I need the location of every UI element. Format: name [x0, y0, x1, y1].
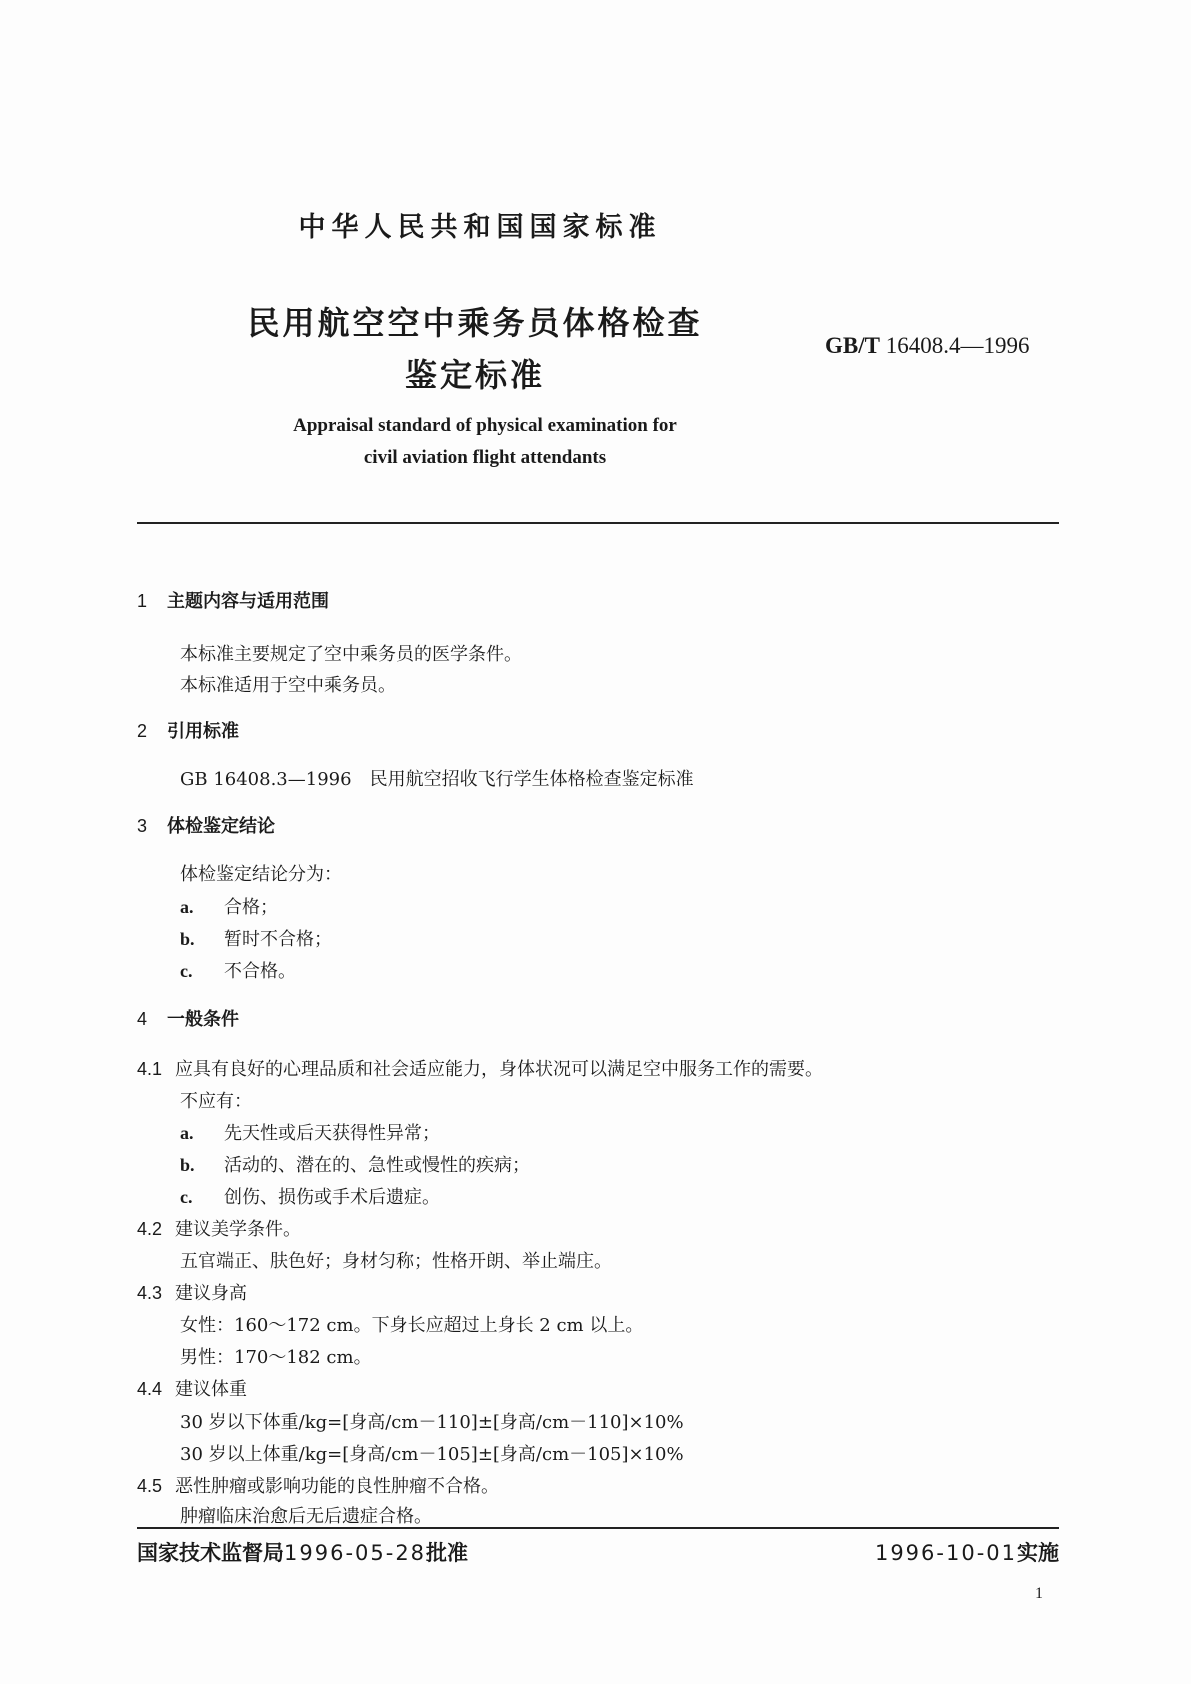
issuing-authority: 国家技术监督局 — [137, 1541, 284, 1565]
list-item: a. 先天性或后天获得性异常； — [180, 1123, 440, 1144]
title-en-line1: Appraisal standard of physical examination for — [293, 415, 677, 436]
section-number: 1 — [137, 591, 148, 611]
clause-4-5: 4.5 恶性肿瘤或影响功能的良性肿瘤不合格。 — [137, 1476, 499, 1497]
effective-info — [875, 1537, 1059, 1567]
list-item: b. 活动的、潜在的、急性或慢性的疾病； — [180, 1155, 530, 1176]
paragraph: 本标准适用于空中乘务员。 — [180, 675, 396, 696]
implement-label: 实施 — [1017, 1541, 1059, 1565]
section-2-heading — [137, 717, 239, 743]
section-number: 4 — [137, 1009, 148, 1029]
section-title: 体检鉴定结论 — [167, 816, 275, 837]
footer-divider — [137, 1527, 1059, 1529]
list-item: c. 不合格。 — [180, 961, 296, 982]
header-divider — [137, 522, 1059, 524]
paragraph: 不应有： — [180, 1091, 252, 1112]
page-number: 1 — [1035, 1585, 1043, 1602]
section-title: 一般条件 — [167, 1009, 239, 1030]
section-1-heading — [137, 587, 329, 613]
paragraph: 本标准主要规定了空中乘务员的医学条件。 — [180, 644, 522, 665]
standard-code — [825, 333, 1029, 359]
national-standard-heading: 中华人民共和国国家标准 — [298, 212, 662, 243]
standard-code-number: 16408.4—1996 — [885, 333, 1030, 358]
section-title: 主题内容与适用范围 — [167, 591, 329, 612]
section-number: 3 — [137, 816, 148, 836]
paragraph: 五官端正、肤色好；身材匀称；性格开朗、举止端庄。 — [180, 1251, 612, 1272]
paragraph: 体检鉴定结论分为： — [180, 864, 342, 885]
paragraph: 肿瘤临床治愈后无后遗症合格。 — [180, 1506, 432, 1527]
section-title: 引用标准 — [167, 721, 239, 742]
list-item: b. 暂时不合格； — [180, 929, 332, 950]
issue-info — [137, 1537, 468, 1567]
title-cn-line2: 鉴定标准 — [404, 356, 545, 394]
clause-4-3: 4.3 建议身高 — [137, 1283, 247, 1304]
section-number: 2 — [137, 721, 148, 741]
paragraph: 女性：160～172 cm。下身长应超过上身长 2 cm 以上。 — [180, 1315, 644, 1336]
clause-4-2: 4.2 建议美学条件。 — [137, 1219, 301, 1240]
section-3-heading — [137, 812, 275, 838]
paragraph: 男性：170～182 cm。 — [180, 1347, 372, 1368]
issue-date: 1996-05-28 — [284, 1541, 427, 1565]
clause-4-1: 4.1 应具有良好的心理品质和社会适应能力，身体状况可以满足空中服务工作的需要。 — [137, 1059, 823, 1080]
list-item: a. 合格； — [180, 897, 278, 918]
formula: 30 岁以下体重/kg=[身高/cm－110]±[身高/cm－110]×10% — [180, 1412, 684, 1433]
list-item: c. 创伤、损伤或手术后遗症。 — [180, 1187, 440, 1208]
clause-4-4: 4.4 建议体重 — [137, 1379, 247, 1400]
title-cn-line1: 民用航空空中乘务员体格检查 — [247, 304, 703, 342]
reference-standard: GB 16408.3—1996 民用航空招收飞行学生体格检查鉴定标准 — [180, 769, 694, 790]
title-en-line2: civil aviation flight attendants — [363, 447, 607, 468]
standard-code-prefix: GB/T — [825, 333, 880, 358]
section-4-heading — [137, 1005, 239, 1031]
effective-date: 1996-10-01 — [874, 1541, 1017, 1565]
approve-label: 批准 — [426, 1541, 469, 1565]
formula: 30 岁以上体重/kg=[身高/cm－105]±[身高/cm－105]×10% — [180, 1444, 684, 1465]
